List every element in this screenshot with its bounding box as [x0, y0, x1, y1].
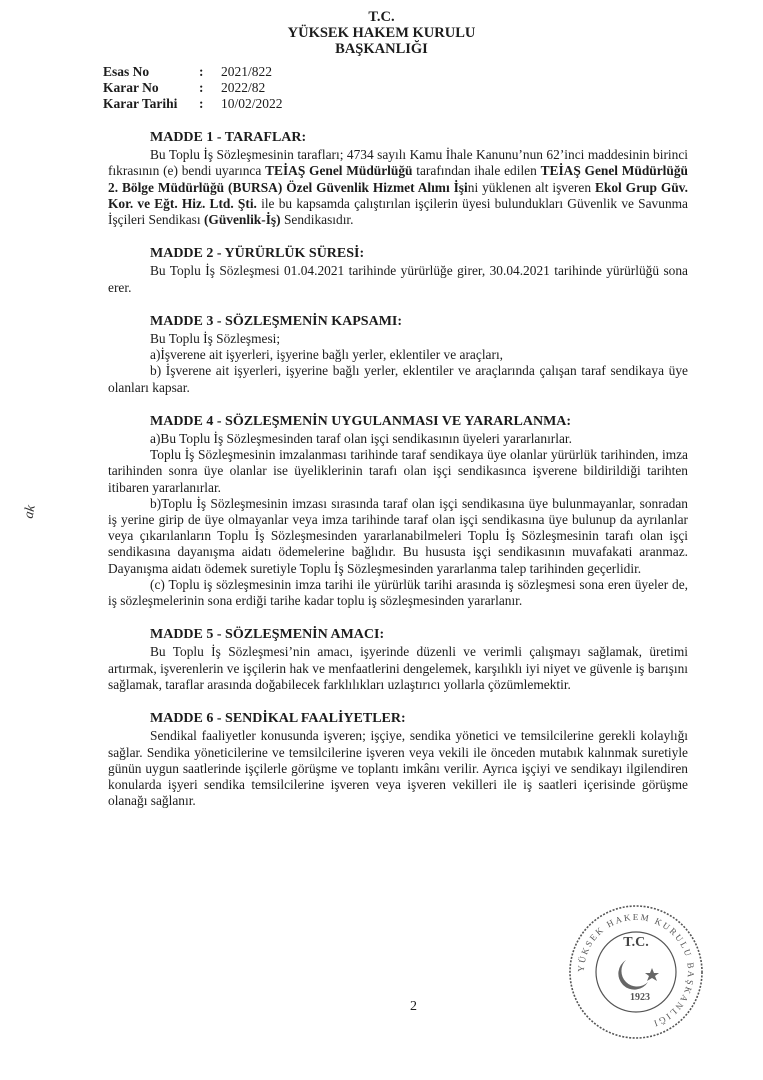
meta-row-karar-tarihi — [103, 96, 283, 112]
article-3 — [108, 314, 688, 396]
article-title: MADDE 1 - TARAFLAR: — [150, 130, 307, 145]
article-paragraph — [108, 147, 688, 228]
text-run: Sendikasıdır. — [280, 212, 354, 228]
bold-run: TEİAŞ Genel Müdürlüğü — [265, 163, 413, 179]
article-title: MADDE 4 - SÖZLEŞMENİN UYGULANMASI VE YARARLANMA: — [150, 413, 572, 429]
article-title: MADDE 3 - SÖZLEŞMENİN KAPSAMI: — [150, 313, 403, 329]
article-5 — [108, 627, 688, 693]
meta-label: Karar Tarihi — [103, 96, 178, 111]
article-4 — [108, 414, 688, 609]
meta-value: 2022/82 — [221, 80, 266, 95]
case-metadata — [103, 64, 283, 112]
article-title: MADDE 5 - SÖZLEŞMENİN AMACI: — [150, 627, 385, 643]
article-paragraph: Sendikal faaliyetler konusunda işveren; işçiye, sendika yönetici ve temsilcilerine gerekli kolaylığı sağlar. Sendika yöneticilerine ve temsilcilerine işveren veya vekili ile önceden mutabık kalınmak suretiyle günün uygun saatlerinde işçilerle görüşme ve toplantı imkânı verilir. Ayrıca işçiyi ve sendikayı ilgilendiren konularda işyeri sendika temsilcilerine işveren veya işveren vekilleri ile iş saatleri içerisinde görüşme olanağı sağlanır. — [108, 728, 688, 809]
meta-label: Esas No — [103, 64, 150, 79]
text-run: Bu Toplu İş Sözleşmesinin tarafları; 4734 sayılı Kamu İhale Kanunu’nun 62’inci maddesinin birinci fıkrasının (e) bendi uyarınca — [108, 147, 688, 179]
article-paragraph: a)İşverene ait işyerleri, işyerine bağlı yerler, eklentiler ve araçları, — [150, 347, 504, 363]
seal-year: 1923 — [630, 992, 650, 1003]
article-paragraph: b)Toplu İş Sözleşmesinin imzası sırasında taraf olan işçi sendikasına üye bulunmayanlar, sonradan iş yerine girip de üye olmayanlar veya imza tarihinde taraf olan işçi sendikasına üye bulunup da ayrılanlar veya çıkarılanların Toplu İş Sözleşmesinden yararlanabilmeleri Toplu İş Sözleşmesinin tarafı olan işçi sendikasına dayanışma aidatı ödemelerine bağlıdır. Bu hususta işçi sendikasının muvafakati aranmaz. Dayanışma aidatı ödemek suretiyle Toplu İş Sözleşmesinden yararlanma talep tarihinden geçerlidir. — [108, 495, 688, 576]
document-header — [0, 9, 763, 57]
article-paragraph: Bu Toplu İş Sözleşmesi’nin amacı, işyerinde düzenli ve verimli çalışmayı sağlamak, üretimi artırmak, işverenlerin ve işçilerin hak ve menfaatlerini dengelemek, karşılıklı iyi niyet ve güvenle iş barışını sağlamak, taraflar arasında doğabilecek farklılıkları uzlaştırıcı yollarla çözümlemektir. — [108, 644, 688, 692]
star-icon — [645, 968, 659, 981]
header-line-1: T.C. — [368, 9, 395, 25]
text-run: tarafından ihale edilen — [412, 163, 541, 179]
article-2 — [108, 246, 688, 296]
meta-row-esas — [103, 64, 283, 80]
article-6 — [108, 711, 688, 809]
article-title: MADDE 6 - SENDİKAL FAALİYETLER: — [150, 711, 406, 727]
article-paragraph: Toplu İş Sözleşmesinin imzalanması tarihinde taraf sendikaya üye olanlar yürürlük tarihinden, imza tarihinden sonra üye olanlar ise üyeliklerinin tarafı olan işçi sendikasınca işverene bildirildiği tarihten itibaren yararlanırlar. — [108, 447, 688, 495]
meta-value: 10/02/2022 — [221, 96, 283, 111]
article-paragraph: Bu Toplu İş Sözleşmesi; — [150, 331, 281, 347]
official-seal-stamp — [566, 902, 706, 1042]
header-line-2: YÜKSEK HAKEM KURULU — [287, 25, 476, 41]
seal-top-text: T.C. — [623, 935, 649, 950]
header-line-3: BAŞKANLIĞI — [335, 41, 428, 57]
meta-value: 2021/822 — [221, 64, 273, 79]
article-paragraph: (c) Toplu iş sözleşmesinin imza tarihi ile yürürlük tarihi arasında iş sözleşmesi sona eren üyeler de, iş sözleşmelerinin sona erdiği tarihe kadar toplu iş sözleşmesinden yararlanır. — [108, 576, 688, 609]
meta-row-karar — [103, 80, 283, 96]
meta-separator: : — [199, 80, 204, 95]
seal-ring-text: YÜKSEK HAKEM KURULU BAŞKANLIĞI — [575, 911, 697, 1030]
bold-run: (Güvenlik-İş) — [203, 212, 281, 228]
article-title: MADDE 2 - YÜRÜRLÜK SÜRESİ: — [150, 246, 365, 262]
article-paragraph: a)Bu Toplu İş Sözleşmesinden taraf olan işçi sendikasının üyeleri yararlanırlar. — [150, 431, 572, 447]
page-number: 2 — [410, 999, 417, 1014]
article-paragraph: b) İşverene ait işyerleri, işyerine bağlı yerler, eklentiler ve araçlarında çalışan taraf sendikaya üye olanları kapsar. — [108, 363, 688, 395]
meta-label: Karar No — [103, 80, 159, 95]
margin-initials: ak — [21, 504, 39, 520]
document-body — [108, 130, 688, 827]
article-1 — [108, 130, 688, 228]
article-paragraph: Bu Toplu İş Sözleşmesi 01.04.2021 tarihinde yürürlüğe girer, 30.04.2021 tarihinde yürürlüğü sona erer. — [108, 263, 688, 295]
bold-run: TEİAŞ Genel Müdürlüğü 2. Bölge Müdürlüğü (BURSA) Özel Güvenlik Hizmet Alımı İşi — [108, 163, 688, 195]
crescent-icon — [618, 960, 648, 990]
meta-separator: : — [199, 96, 204, 111]
meta-separator: : — [199, 64, 204, 79]
text-run: ile bu kapsamda çalıştırılan işçilerin üyesi bulundukları Güvenlik ve Savunma İşçileri Sendikası — [108, 195, 689, 228]
text-run: ni yüklenen alt işveren — [467, 179, 595, 195]
bold-run: Ekol Grup Güv. Kor. ve Eğt. Hiz. Ltd. Şti. — [108, 179, 688, 211]
